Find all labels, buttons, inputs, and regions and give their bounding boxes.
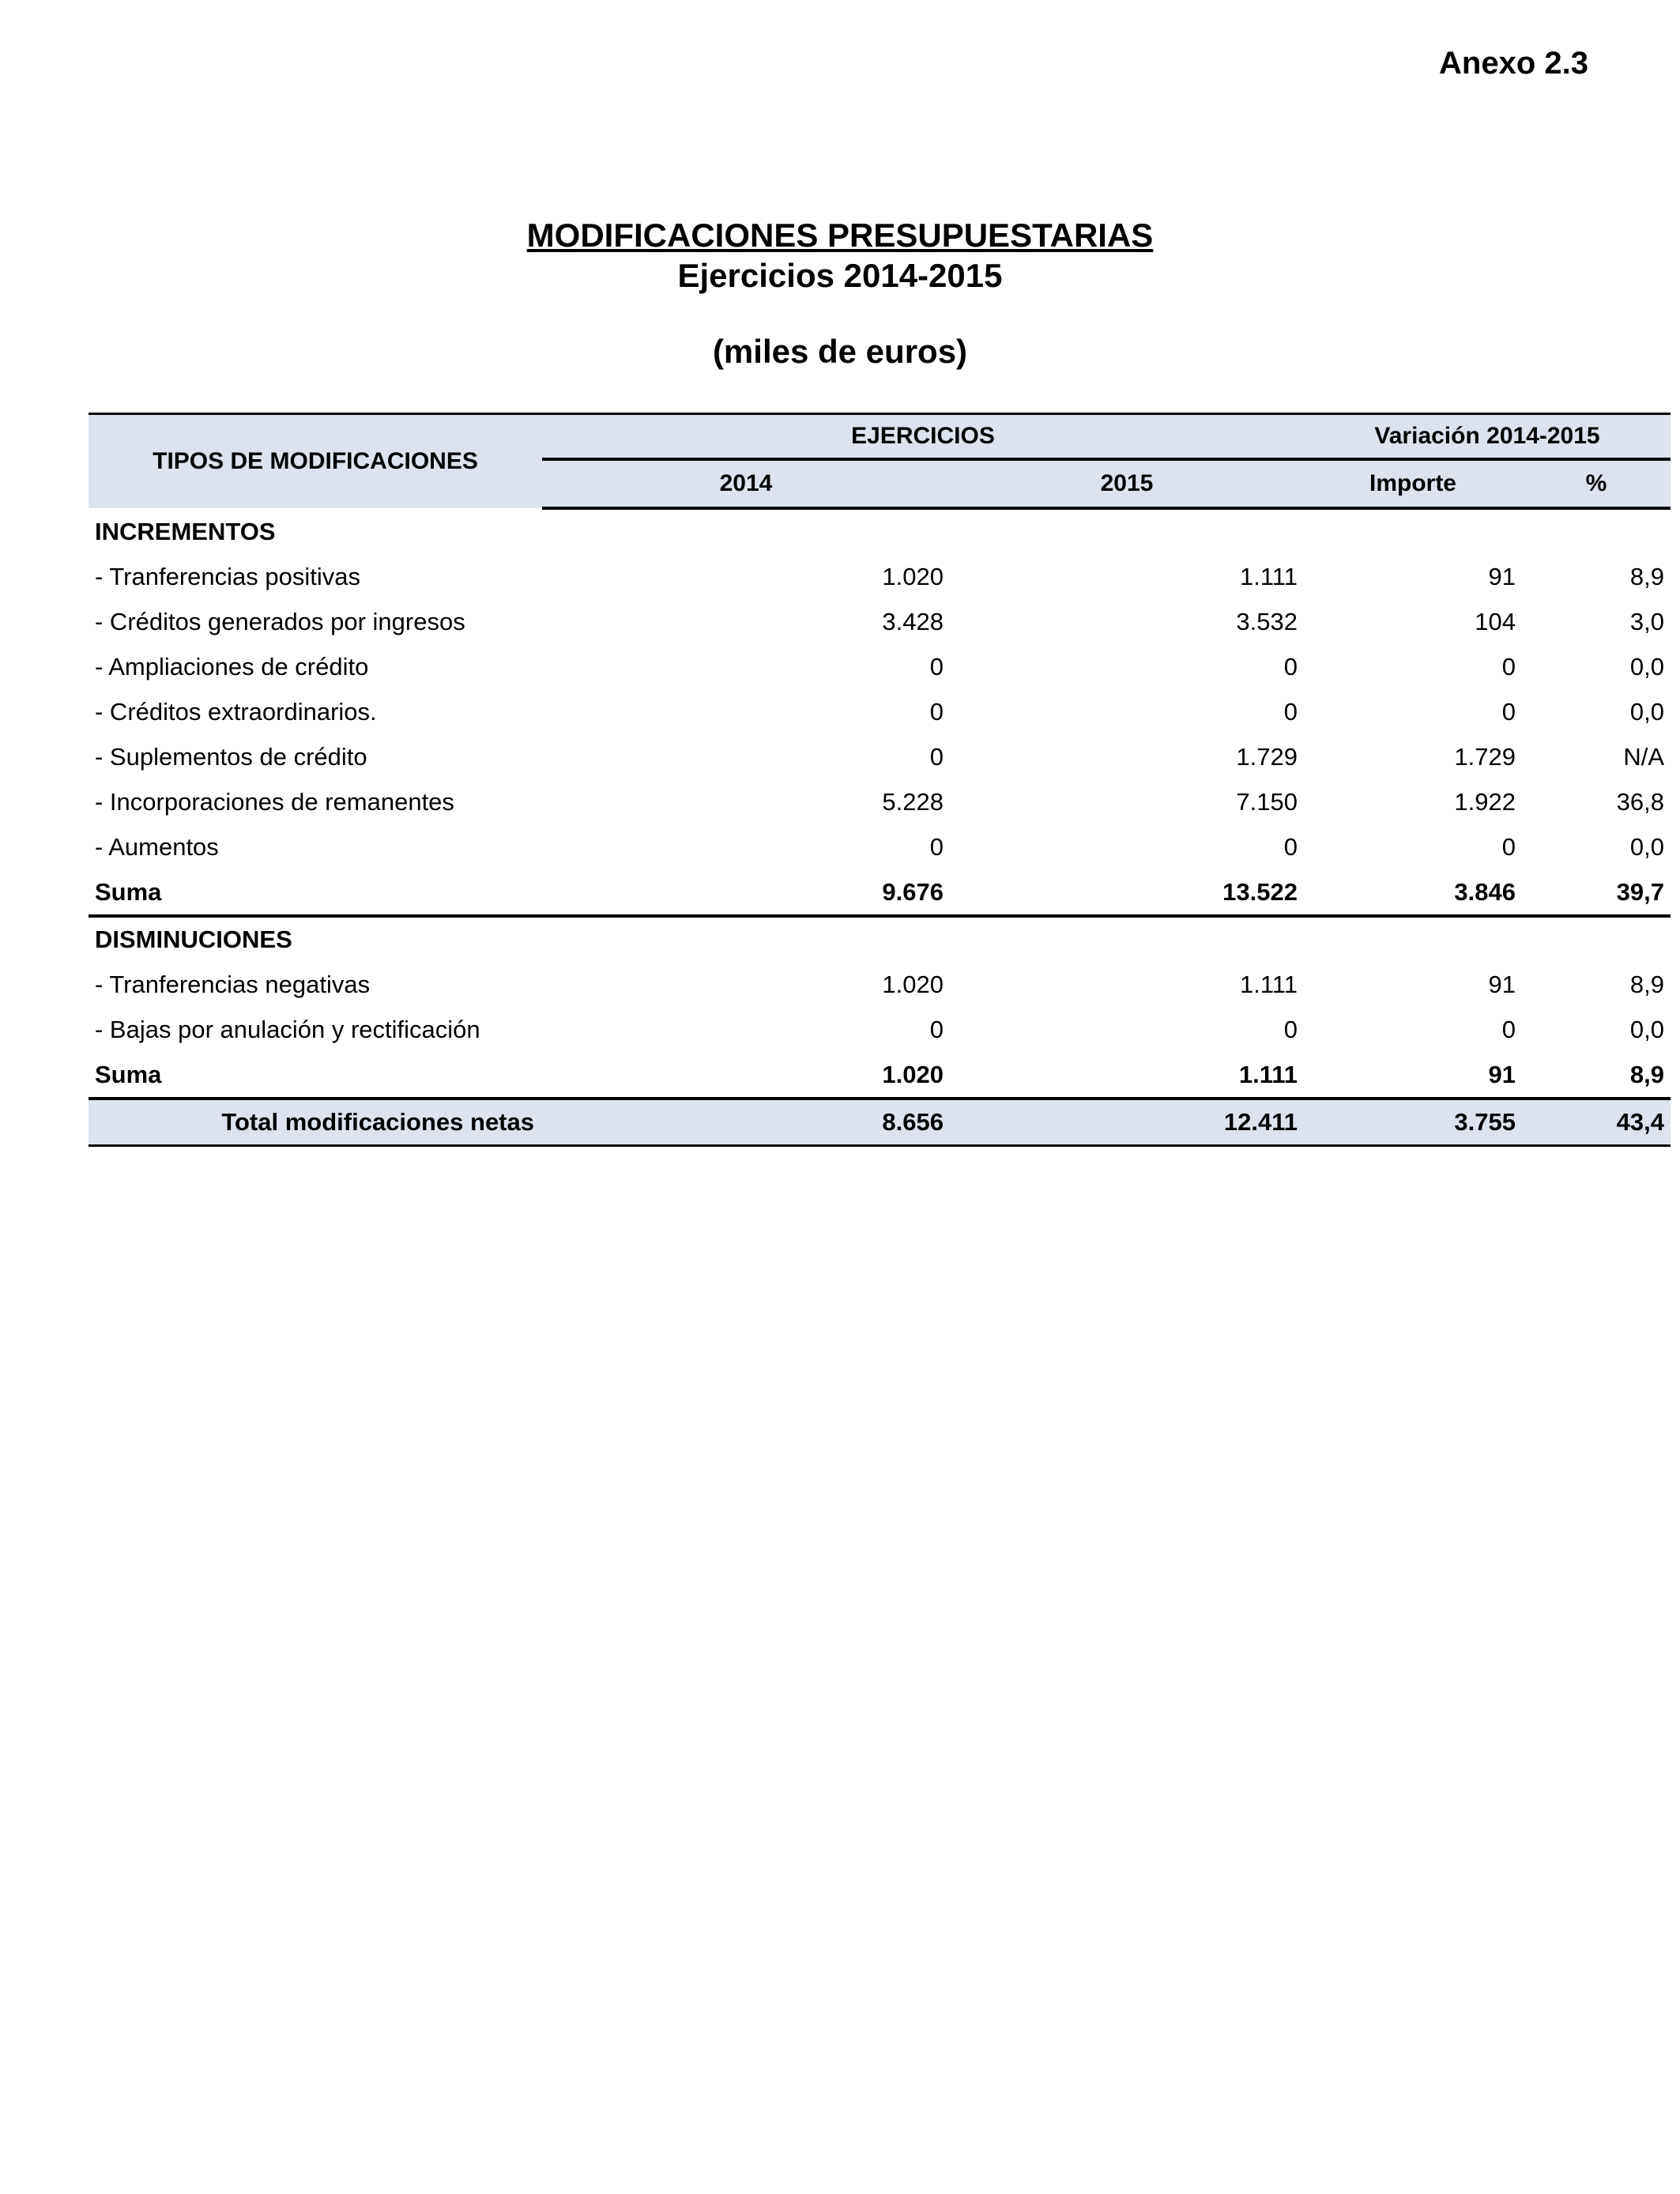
cell-2015: 0 [1283,832,1298,861]
cell-2014: 0 [929,697,944,726]
cell-importe: 0 [1501,1015,1516,1043]
header-2014: 2014 [542,459,950,508]
row-label: - Suplementos de crédito [95,742,367,771]
budget-table [89,413,1671,1147]
cell-pct: 0,0 [1629,652,1664,680]
table-row [89,1007,1671,1052]
table-row [89,824,1671,869]
section-label: INCREMENTOS [95,518,276,545]
sum-importe: 3.846 [1304,869,1522,916]
sum-row-disminuciones [89,1052,1671,1099]
cell-pct: 0,0 [1629,1015,1664,1043]
cell-pct: 8,9 [1629,970,1664,998]
cell-2014: 1.020 [882,562,944,590]
cell-importe: 1.729 [1454,742,1516,771]
table-row [89,599,1671,644]
page-title: MODIFICACIONES PRESUPUESTARIAS [526,217,1154,254]
title-block [0,215,1680,371]
sum-2015: 1.111 [1238,1060,1298,1088]
section-disminuciones [89,916,1671,962]
cell-2015: 0 [1283,1015,1298,1043]
table-row [89,644,1671,689]
row-label: - Aumentos [95,832,219,861]
cell-importe: 0 [1501,697,1516,726]
cell-2015: 7.150 [1236,787,1298,816]
header-importe: Importe [1304,459,1522,508]
header-tipos: TIPOS DE MODIFICACIONES [89,414,542,509]
sum-2014: 9.676 [542,869,950,916]
total-2014: 8.656 [542,1099,950,1146]
cell-importe: 91 [1488,970,1516,998]
sum-label: Suma [95,1060,162,1088]
sum-row-incrementos [89,869,1671,916]
header-2015: 2015 [950,459,1304,508]
table-row [89,734,1671,779]
cell-importe: 0 [1501,832,1516,861]
table-row [89,554,1671,599]
page-subtitle: Ejercicios 2014-2015 [677,257,1003,294]
cell-pct: 36,8 [1616,787,1664,816]
cell-2014: 5.228 [882,787,944,816]
header-ejercicios: EJERCICIOS [542,414,1304,460]
cell-pct: 0,0 [1629,832,1664,861]
cell-importe: 91 [1488,562,1516,590]
cell-2015: 1.111 [1240,970,1298,998]
total-row [89,1099,1671,1146]
sum-label: Suma [89,869,542,916]
row-label: - Créditos extraordinarios. [95,697,377,726]
sum-2015: 13.522 [950,869,1304,916]
row-label: - Tranferencias positivas [95,562,360,590]
row-label: - Tranferencias negativas [95,970,371,998]
cell-2014: 3.428 [882,607,944,635]
section-incrementos [89,508,1671,554]
cell-2015: 1.111 [1240,562,1298,590]
cell-pct: N/A [1623,742,1664,771]
row-label: - Créditos generados por ingresos [95,607,465,635]
header-pct: % [1522,459,1671,508]
total-pct: 43,4 [1522,1099,1671,1146]
row-label: - Incorporaciones de remanentes [95,787,454,816]
units-label: (miles de euros) [712,333,968,370]
cell-pct: 8,9 [1629,562,1664,590]
cell-2014: 0 [929,742,944,771]
cell-2014: 0 [929,832,944,861]
header-variacion: Variación 2014-2015 [1304,414,1671,460]
cell-pct: 3,0 [1629,607,1664,635]
sum-pct: 39,7 [1522,869,1671,916]
table-row [89,779,1671,824]
cell-2014: 1.020 [882,970,944,998]
cell-importe: 0 [1501,652,1516,680]
cell-importe: 104 [1475,607,1516,635]
total-2015: 12.411 [950,1099,1304,1146]
table-row [89,962,1671,1007]
annex-label: Anexo 2.3 [1439,46,1588,81]
sum-pct: 8,9 [1629,1060,1664,1088]
cell-2015: 0 [1283,697,1298,726]
cell-2015: 1.729 [1236,742,1298,771]
total-importe: 3.755 [1304,1099,1522,1146]
total-label: Total modificaciones netas [89,1099,542,1146]
sum-importe: 91 [1488,1060,1516,1088]
row-label: - Ampliaciones de crédito [95,652,369,680]
cell-pct: 0,0 [1629,697,1664,726]
section-label: DISMINUCIONES [95,925,292,953]
cell-2015: 0 [1283,652,1298,680]
sum-2014: 1.020 [882,1060,944,1088]
cell-2014: 0 [929,652,944,680]
table-row [89,689,1671,734]
cell-2014: 0 [929,1015,944,1043]
cell-2015: 3.532 [1236,607,1298,635]
cell-importe: 1.922 [1454,787,1516,816]
row-label: - Bajas por anulación y rectificación [95,1015,480,1043]
